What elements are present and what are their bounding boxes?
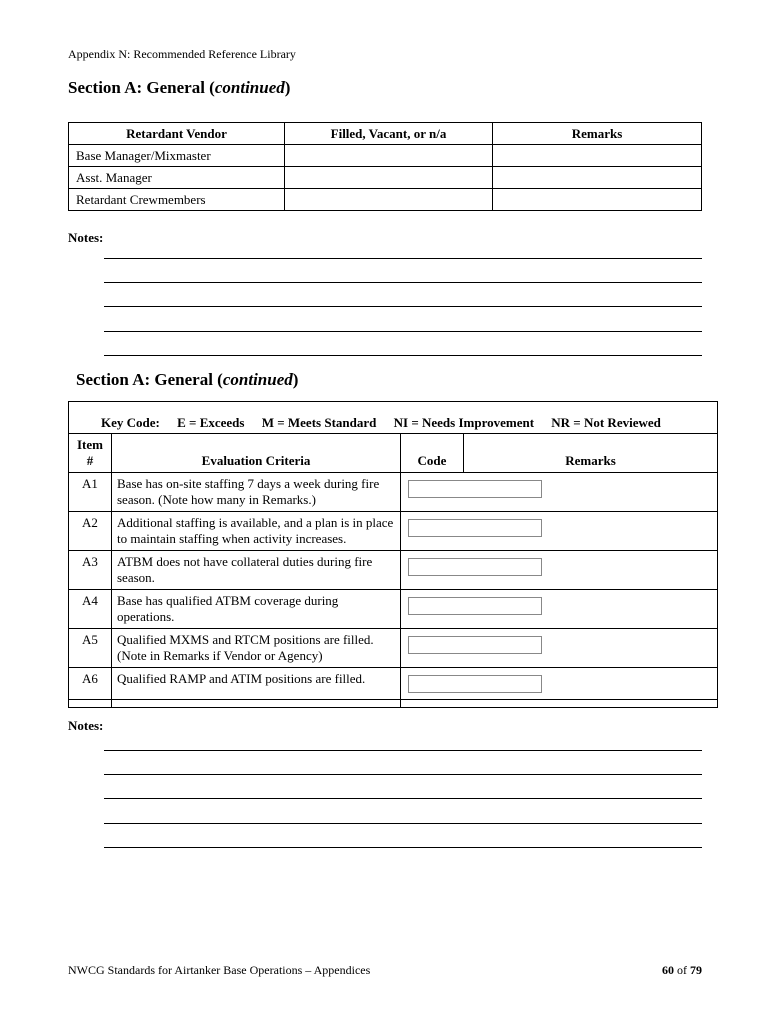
footer-title: NWCG Standards for Airtanker Base Operations – Appendices [68,963,371,977]
key-code-ni: NI = Needs Improvement [393,415,535,430]
criteria-text: Base has on-site staffing 7 days a week during fire season. (Note how many in Remarks.) [112,473,401,512]
code-cell [401,590,718,629]
col-header-code: Code [401,434,464,473]
evaluation-box [68,401,718,700]
note-line[interactable] [104,823,702,824]
code-input[interactable] [408,558,542,576]
code-input[interactable] [408,480,542,498]
note-line[interactable] [104,847,702,848]
item-number: A5 [69,629,112,668]
vendor-header-row [69,123,702,145]
criteria-text: Qualified MXMS and RTCM positions are filled. (Note in Remarks if Vendor or Agency) [112,629,401,668]
item-number: A2 [69,512,112,551]
appendix-header: Appendix N: Recommended Reference Library [68,47,296,61]
note-line[interactable] [104,774,702,775]
code-input[interactable] [408,675,542,693]
notes-label-1: Notes: [68,230,104,245]
item-number: A4 [69,590,112,629]
code-cell [401,473,718,512]
table-row [69,189,702,211]
vendor-table [68,122,702,211]
code-cell [401,629,718,668]
note-line[interactable] [104,282,702,283]
table-row [69,167,702,189]
item-number: A1 [69,473,112,512]
table-row [69,668,718,708]
note-line[interactable] [104,331,702,332]
remarks-cell[interactable] [493,145,702,167]
col-header-filled: Filled, Vacant, or n/a [285,123,493,145]
key-code-e: E = Exceeds [177,415,245,430]
filled-cell[interactable] [285,145,493,167]
section-title-2: Section A: General (continued) [76,370,299,389]
col-header-criteria: Evaluation Criteria [112,434,401,473]
table-row [69,590,718,629]
code-input[interactable] [408,636,542,654]
table-row [69,145,702,167]
code-input[interactable] [408,519,542,537]
vendor-role: Retardant Crewmembers [69,189,285,211]
code-cell [401,551,718,590]
note-line[interactable] [104,798,702,799]
code-cell [401,512,718,551]
notes-label-2: Notes: [68,718,104,733]
note-line[interactable] [104,750,702,751]
col-header-remarks: Remarks [493,123,702,145]
item-number: A6 [69,668,112,708]
criteria-text: Base has qualified ATBM coverage during operations. [112,590,401,629]
key-code-nr: NR = Not Reviewed [551,415,661,430]
criteria-text: Additional staffing is available, and a plan is in place to maintain staffing when activity increases. [112,512,401,551]
item-number: A3 [69,551,112,590]
page-number: 60 of 79 [662,963,702,977]
table-row [69,473,718,512]
table-row [69,551,718,590]
vendor-role: Asst. Manager [69,167,285,189]
key-code [101,415,675,431]
table-row [69,629,718,668]
vendor-role: Base Manager/Mixmaster [69,145,285,167]
remarks-cell[interactable] [493,189,702,211]
criteria-text: ATBM does not have collateral duties during fire season. [112,551,401,590]
key-code-m: M = Meets Standard [261,415,377,430]
note-line[interactable] [104,258,702,259]
filled-cell[interactable] [285,189,493,211]
code-input[interactable] [408,597,542,615]
col-header-remarks: Remarks [464,434,718,473]
eval-header-row [69,434,718,473]
col-header-item: Item # [69,434,112,473]
filled-cell[interactable] [285,167,493,189]
col-header-vendor: Retardant Vendor [69,123,285,145]
remarks-cell[interactable] [493,167,702,189]
note-line[interactable] [104,355,702,356]
criteria-text: Qualified RAMP and ATIM positions are filled. [112,668,401,708]
key-code-label: Key Code: [101,415,160,430]
code-cell [401,668,718,708]
note-line[interactable] [104,306,702,307]
table-row [69,512,718,551]
section-title-1: Section A: General (continued) [68,78,291,97]
evaluation-table [68,433,718,708]
